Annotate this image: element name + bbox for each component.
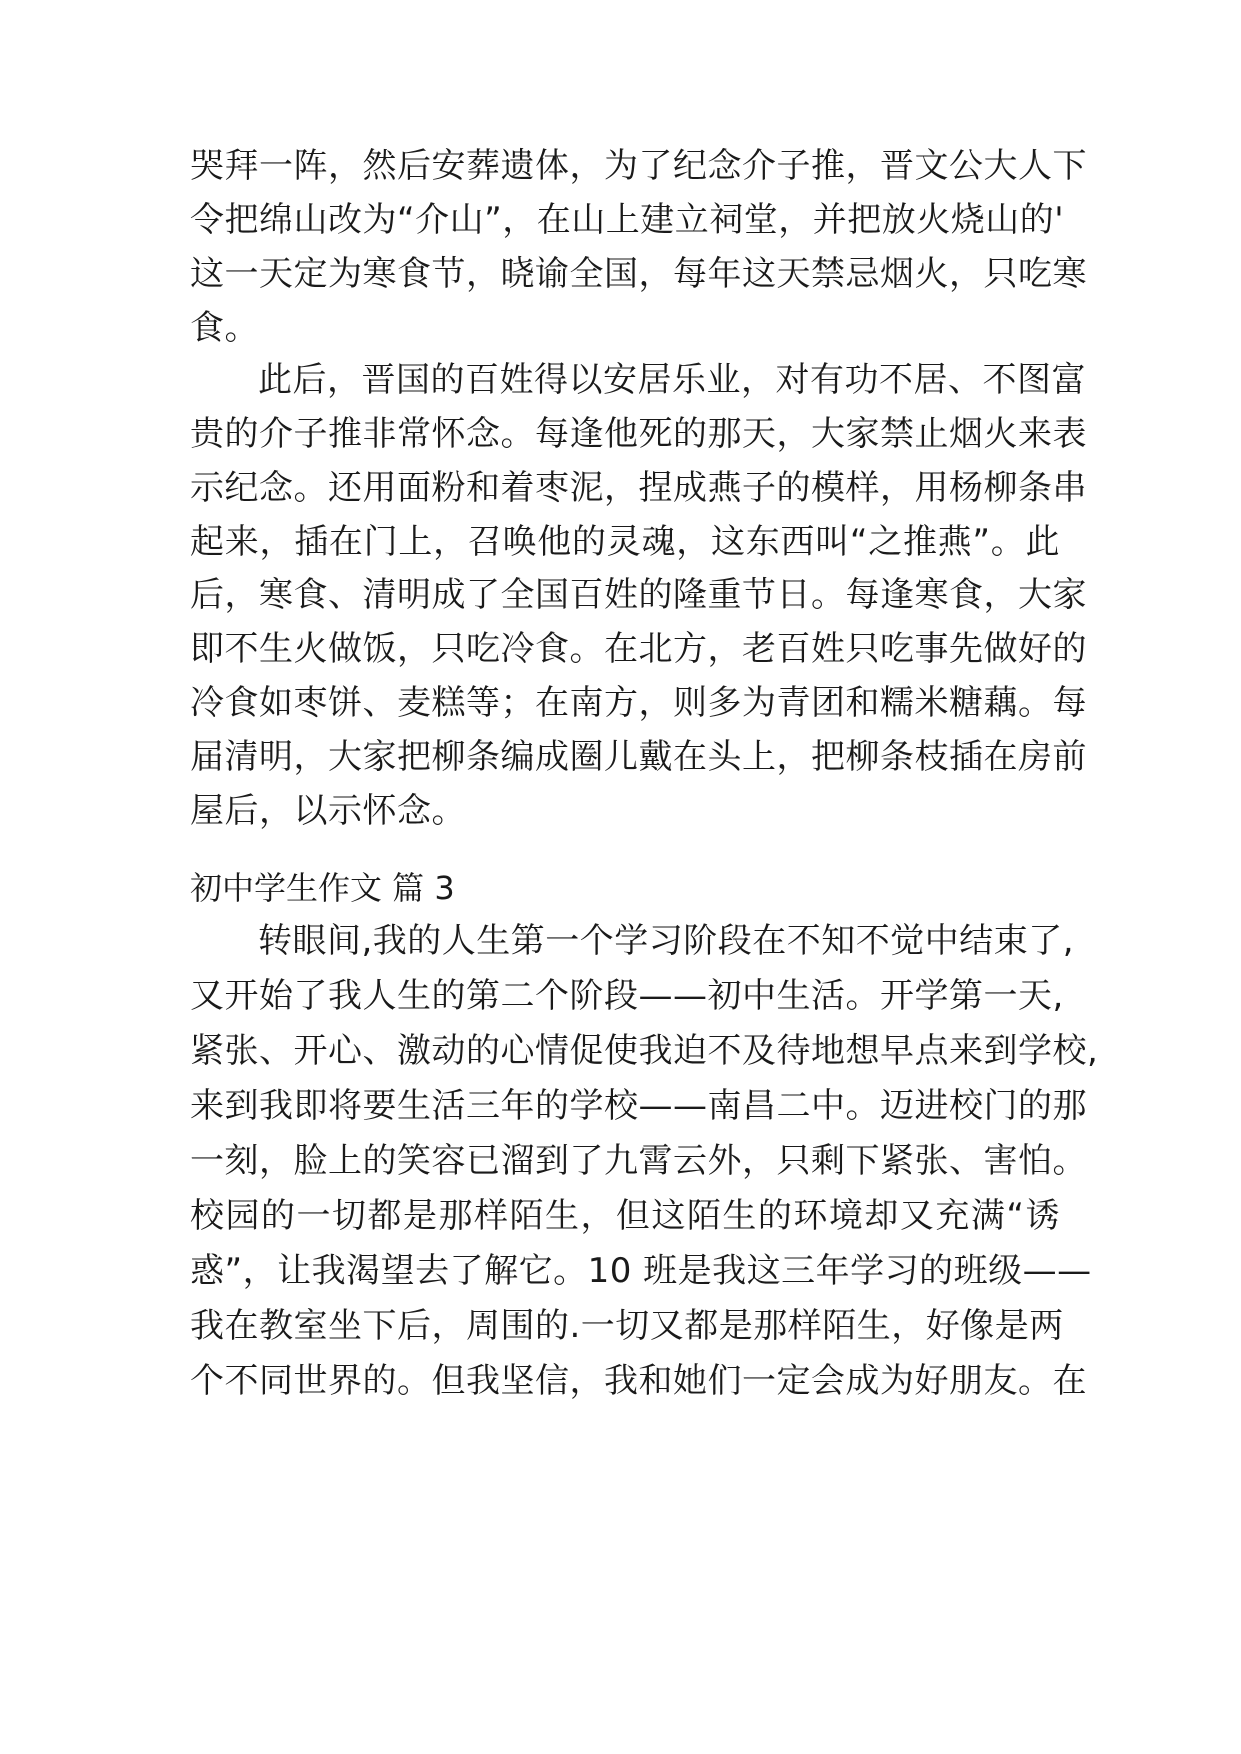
text-line: 示纪念。还用面粉和着枣泥，捏成燕子的模样，用杨柳条串 [190, 468, 1087, 508]
text-line: 校园的一切都是那样陌生，但这陌生的环境却又充满“诱 [190, 1196, 1060, 1236]
text-line: 转眼间,我的人生第一个学习阶段在不知不觉中结束了, [258, 921, 1075, 961]
text-line: 哭拜一阵，然后安葬遗体，为了纪念介子推，晋文公大人下 [190, 146, 1087, 186]
text-line: 食。 [190, 308, 259, 348]
text-line: 惑”，让我渴望去了解它。10 班是我这三年学习的班级—— [190, 1251, 1092, 1291]
text-line: 即不生火做饭，只吃冷食。在北方，老百姓只吃事先做好的 [190, 629, 1087, 669]
text-line: 冷食如枣饼、麦糕等；在南方，则多为青团和糯米糖藕。每 [190, 683, 1087, 723]
text-line: 这一天定为寒食节，晓谕全国，每年这天禁忌烟火，只吃寒 [190, 254, 1087, 294]
text-line: 又开始了我人生的第二个阶段——初中生活。开学第一天, [190, 976, 1064, 1016]
text-line: 我在教室坐下后，周围的.一切又都是那样陌生，好像是两 [190, 1306, 1064, 1346]
text-line: 届清明，大家把柳条编成圈儿戴在头上，把柳条枝插在房前 [190, 737, 1087, 777]
text-line: 一刻，脸上的笑容已溜到了九霄云外，只剩下紧张、害怕。 [190, 1141, 1087, 1181]
text-line: 起来，插在门上，召唤他的灵魂，这东西叫“之推燕”。此 [190, 522, 1060, 562]
text-line: 令把绵山改为“介山”，在山上建立祠堂，并把放火烧山的' [190, 200, 1065, 240]
text-line: 屋后，以示怀念。 [190, 791, 466, 831]
text-line: 个不同世界的。但我坚信，我和她们一定会成为好朋友。在 [190, 1361, 1087, 1401]
text-line: 来到我即将要生活三年的学校——南昌二中。迈进校门的那 [190, 1086, 1087, 1126]
text-line: 此后，晋国的百姓得以安居乐业，对有功不居、不图富 [258, 360, 1086, 400]
text-line: 紧张、开心、激动的心情促使我迫不及待地想早点来到学校, [190, 1031, 1099, 1071]
text-line: 贵的介子推非常怀念。每逢他死的那天，大家禁止烟火来表 [190, 414, 1087, 454]
section-heading: 初中学生作文 篇 3 [190, 869, 455, 907]
text-line: 后，寒食、清明成了全国百姓的隆重节日。每逢寒食，大家 [190, 575, 1087, 615]
